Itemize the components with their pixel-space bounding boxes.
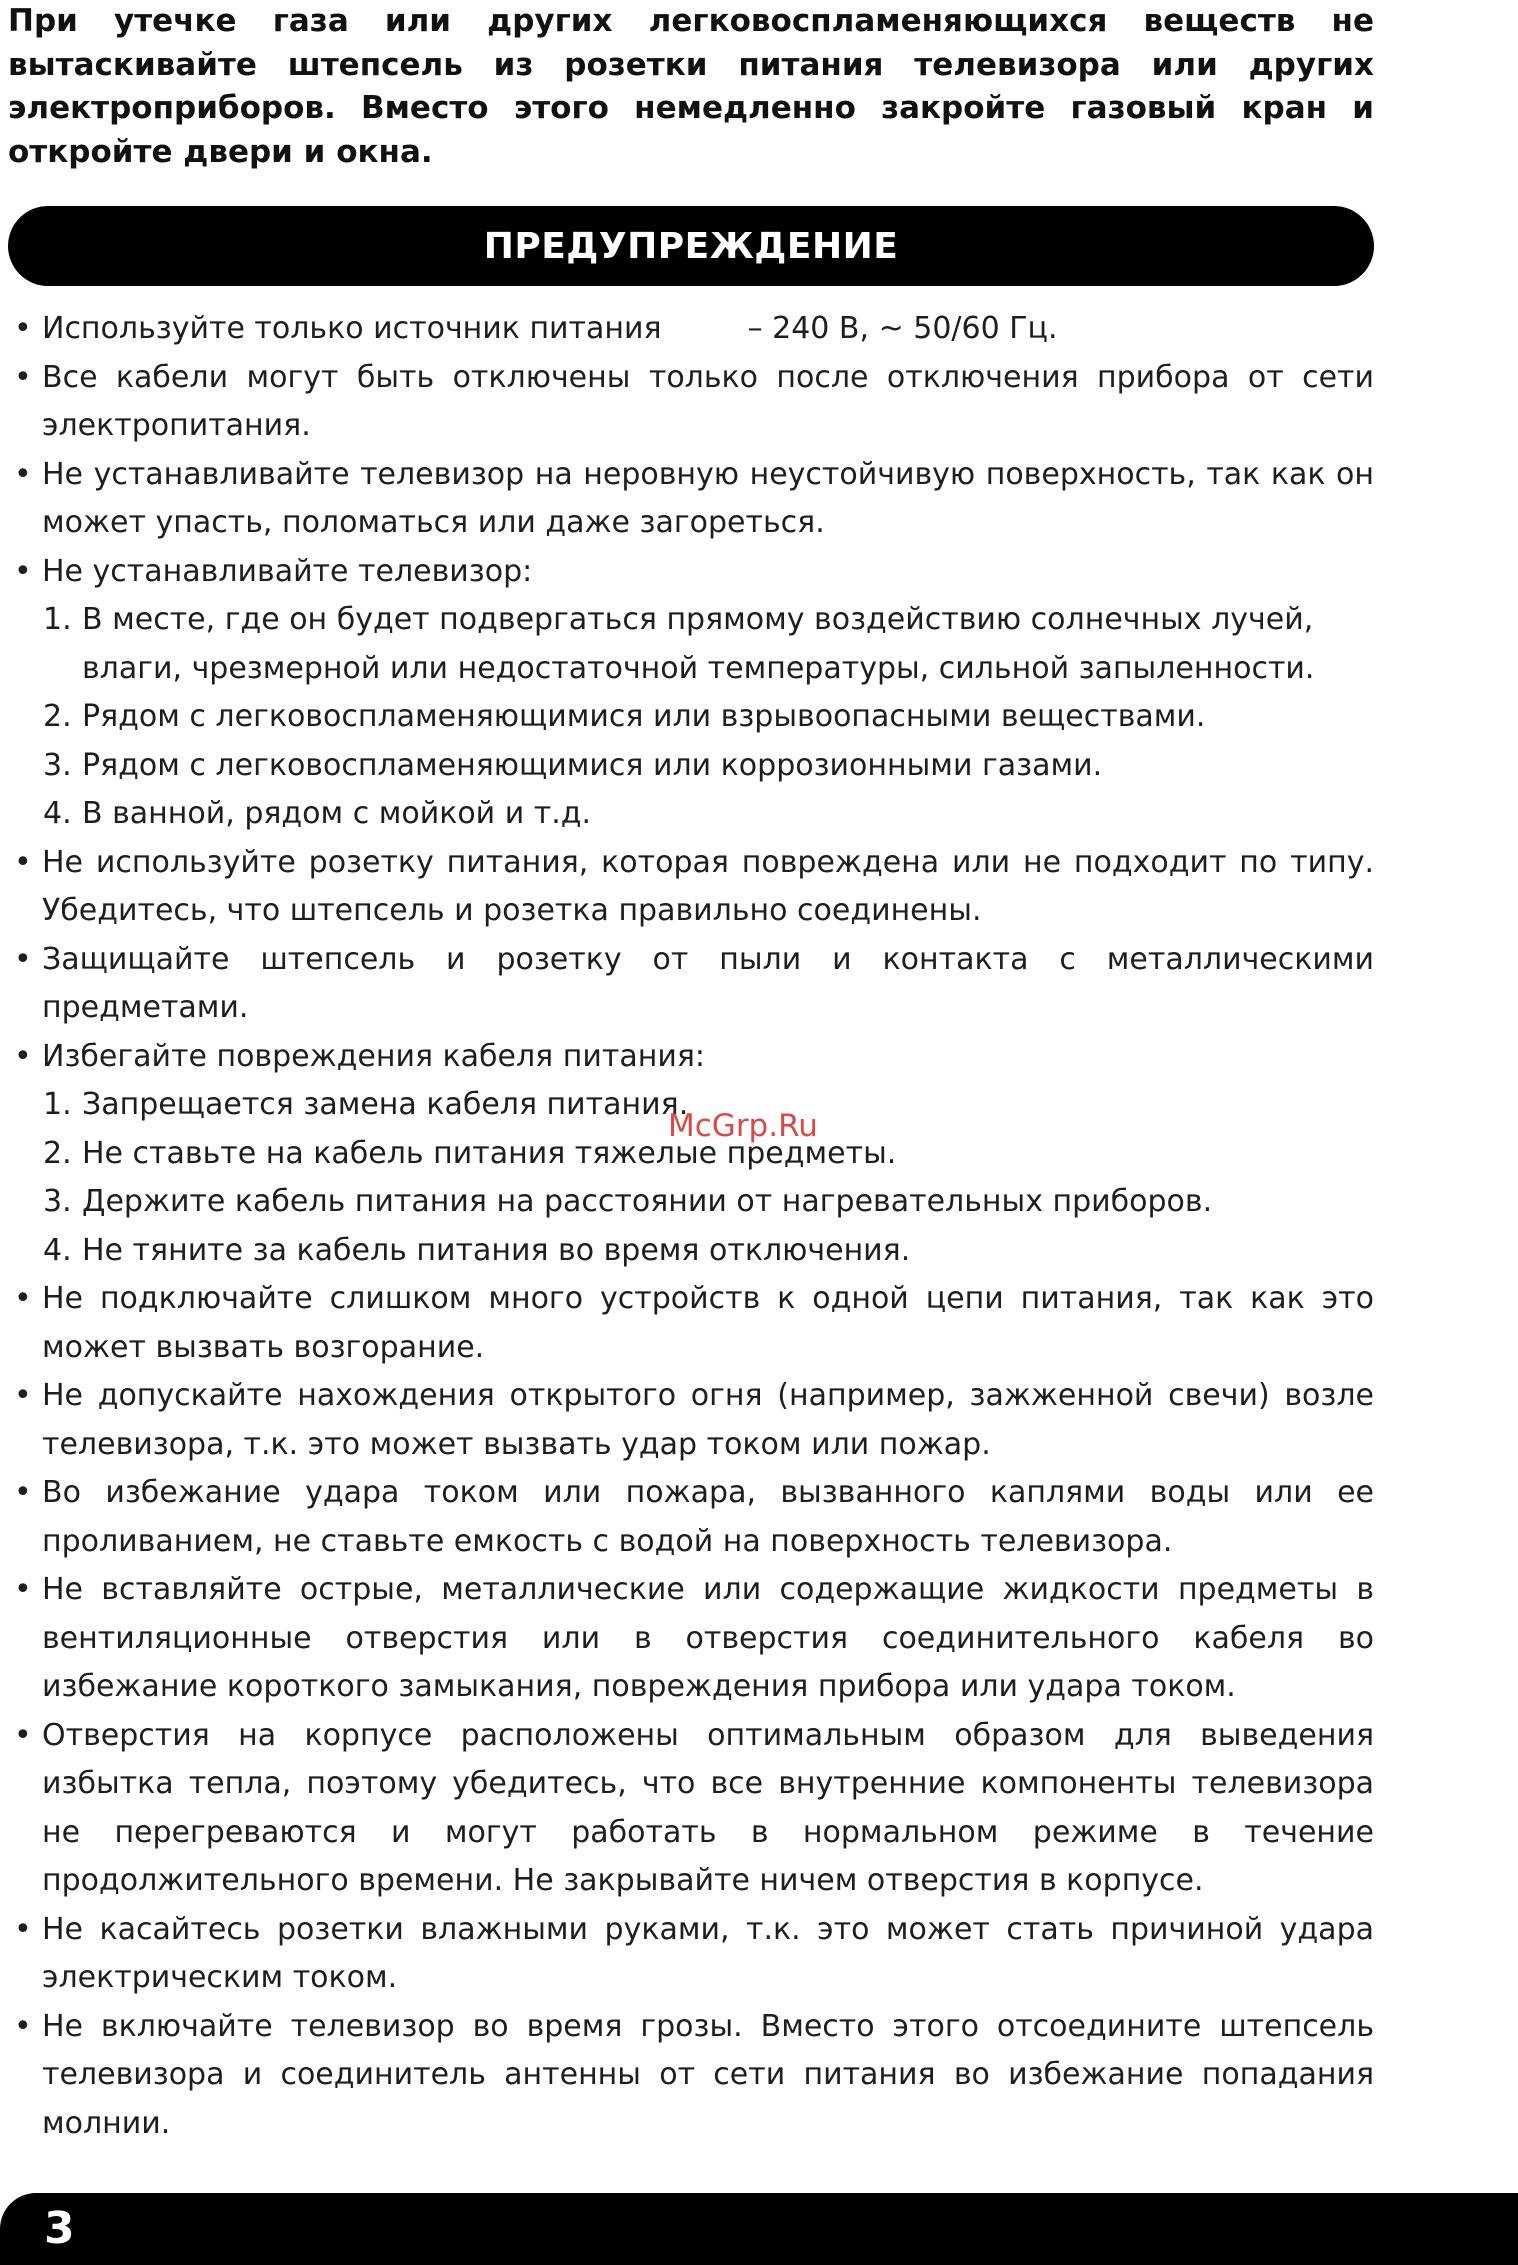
placement-item-4 [10, 790, 1374, 839]
list-number: 2. [43, 1135, 72, 1171]
bullet-mark: • [14, 311, 32, 346]
list-item-text: Рядом с легковоспламеняющимися или коррозионными газами. [82, 747, 1103, 783]
list-number: 1. [43, 1087, 72, 1122]
page-number: 3 [44, 2203, 75, 2254]
list-item-text: Рядом с легковоспламеняющимися или взрывоопасными веществами. [82, 699, 1206, 734]
placement-item-3 [10, 742, 1374, 791]
bullet-mark: • [14, 2008, 32, 2044]
warning-power-source [10, 305, 1374, 354]
list-item-text: В месте, где он будет подвергаться прямому воздействию солнечных лучей, влаги, чрезмерной или недостаточной температуры, сильной запыленности. [82, 602, 1315, 686]
warning-list [10, 305, 1374, 2148]
warning-text: Отверстия на корпусе расположены оптимальным образом для выведения избытка тепла, поэтому убедитесь, что все внутренние компоненты телевизора не перегреваются и могут работать в нормальном режиме в течение продолжительного времени. Не закрывайте ничем отверстия в корпусе. [42, 1717, 1374, 1898]
bullet-mark: • [14, 553, 32, 589]
list-item-text: Держите кабель питания на расстоянии от нагревательных приборов. [82, 1184, 1213, 1219]
list-item-text: Не ставьте на кабель питания тяжелые предметы. [82, 1135, 897, 1171]
placement-item-2 [10, 693, 1374, 742]
warning-water [10, 1469, 1374, 1566]
warning-socket-damaged [10, 839, 1374, 936]
warning-text: Не используйте розетку питания, которая повреждена или не подходит по типу. Убедитесь, что штепсель и розетка правильно соединены. [42, 844, 1374, 928]
list-number: 2. [43, 699, 72, 734]
list-number: 4. [43, 1232, 72, 1268]
placement-item-1 [10, 596, 1374, 693]
list-item-text: Не тяните за кабель питания во время отключения. [82, 1232, 911, 1268]
bullet-mark: • [14, 1281, 32, 1316]
list-number: 1. [43, 602, 72, 637]
bullet-mark: • [14, 1717, 32, 1753]
warning-text: Не подключайте слишком много устройств к одной цепи питания, так как это может вызвать возгорание. [42, 1281, 1374, 1365]
warning-text: Не включайте телевизор во время грозы. Вместо этого отсоедините штепсель телевизора и соединитель антенны от сети питания во избежание попадания молнии. [42, 2008, 1374, 2141]
warning-text: Избегайте повреждения кабеля питания: [42, 1038, 705, 1074]
power-source-value: – 240 В, ~ 50/60 Гц. [747, 311, 1058, 346]
list-number: 3. [43, 1184, 72, 1219]
warning-dust [10, 936, 1374, 1033]
warning-text: Все кабели могут быть отключены только после отключения прибора от сети электропитания. [42, 359, 1374, 443]
intro-warning: При утечке газа или других легковоспламеняющихся веществ не вытаскивайте штепсель из розетки питания телевизора или других электроприборов. Вместо этого немедленно закройте газовый кран и откройте двери и окна. [8, 3, 1374, 170]
warning-text: Не вставляйте острые, металлические или содержащие жидкости предметы в вентиляционные отверстия или в отверстия соединительного кабеля во избежание короткого замыкания, повреждения прибора или удара током. [42, 1572, 1374, 1704]
cable-item-4 [10, 1227, 1374, 1276]
warning-sharp-objects [10, 1566, 1374, 1712]
warning-text: Не устанавливайте телевизор на неровную неустойчивую поверхность, так как он может упасть, поломаться или даже загореться. [42, 456, 1374, 540]
watermark: McGrp.Ru [668, 1108, 818, 1144]
bullet-mark: • [14, 456, 32, 492]
warning-cables [10, 354, 1374, 451]
warning-cable-damage [10, 1033, 1374, 1082]
warning-text: Защищайте штепсель и розетку от пыли и контакта с металлическими предметами. [42, 941, 1374, 1025]
warning-overload [10, 1275, 1374, 1372]
list-number: 4. [43, 796, 72, 831]
section-title: ПРЕДУПРЕЖДЕНИЕ [483, 225, 899, 267]
section-banner [8, 206, 1374, 286]
list-item-text: В ванной, рядом с мойкой и т.д. [82, 796, 592, 831]
warning-placement [10, 548, 1374, 597]
bullet-mark: • [14, 359, 32, 395]
warning-thunderstorm [10, 2003, 1374, 2149]
bullet-mark: • [14, 941, 32, 977]
warning-ventilation [10, 1712, 1374, 1906]
warning-text: Во избежание удара током или пожара, вызванного каплями воды или ее проливанием, не ставьте емкость с водой на поверхность телевизора. [42, 1475, 1374, 1559]
warning-uneven-surface [10, 451, 1374, 548]
warning-text: Не допускайте нахождения открытого огня (например, зажженной свечи) возле телевизора, т.к. это может вызвать удар током или пожар. [42, 1378, 1374, 1462]
bullet-mark: • [14, 844, 32, 880]
warning-open-fire [10, 1372, 1374, 1469]
bullet-mark: • [14, 1378, 32, 1413]
list-item-text: Запрещается замена кабеля питания. [82, 1087, 689, 1122]
power-source-prefix: Используйте только источник питания [42, 311, 662, 346]
warning-text: Не устанавливайте телевизор: [42, 553, 533, 589]
footer-bar [0, 2193, 1518, 2265]
cable-item-3 [10, 1178, 1374, 1227]
bullet-mark: • [14, 1475, 32, 1510]
bullet-mark: • [14, 1038, 32, 1074]
warning-text: Не касайтесь розетки влажными руками, т.к. это может стать причиной удара электрическим током. [42, 1911, 1374, 1995]
bullet-mark: • [14, 1572, 32, 1607]
bullet-mark: • [14, 1911, 32, 1947]
warning-wet-hands [10, 1906, 1374, 2003]
list-number: 3. [43, 747, 72, 783]
